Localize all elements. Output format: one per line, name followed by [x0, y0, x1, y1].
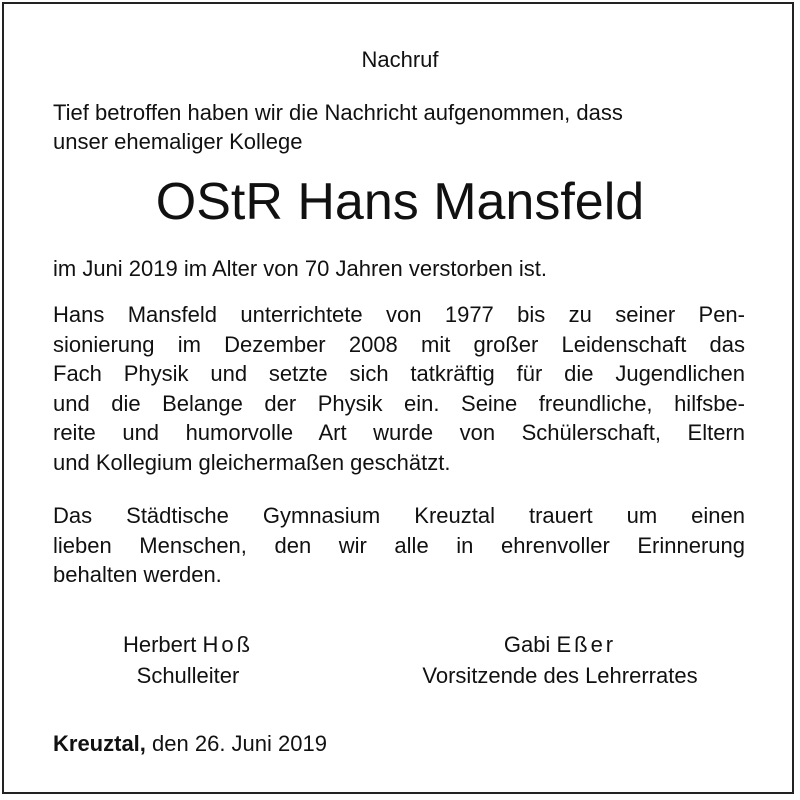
biography-paragraph — [53, 300, 745, 477]
intro-line: unser ehemaliger Kollege — [53, 129, 303, 154]
place-name: Kreuztal, — [53, 731, 146, 756]
place-date-line — [53, 729, 327, 758]
paragraph-line: reite und humorvolle Art wurde von Schülerschaft, Eltern — [53, 420, 745, 445]
paragraph-line: Fach Physik und setzte sich tatkräftig für die Jugendlichen — [53, 361, 745, 386]
mourning-paragraph — [53, 501, 745, 590]
death-announcement: im Juni 2019 im Alter von 70 Jahren verstorben ist. — [53, 256, 548, 281]
intro-text — [53, 98, 753, 156]
intro-line: Tief betroffen haben wir die Nachricht aufgenommen, dass — [53, 100, 623, 125]
paragraph-line: sionierung im Dezember 2008 mit großer Leidenschaft das — [53, 331, 745, 357]
signatory-role: Schulleiter — [136, 663, 240, 688]
paragraph-line: Das Städtische Gymnasium Kreuztal trauert um einen — [53, 503, 745, 528]
paragraph-line: Hans Mansfeld unterrichtete von 1977 bis zu seiner Pen- — [53, 302, 745, 327]
deceased-name: OStR Hans Mansfeld — [155, 173, 645, 231]
signatory-first-name: Gabi — [503, 632, 551, 657]
paragraph-line: lieben Menschen, den wir alle in ehrenvoller Erinnerung — [53, 532, 745, 558]
signatory-last-name: Hoß — [202, 632, 254, 657]
paragraph-line: und die Belange der Physik ein. Seine freundliche, hilfsbe- — [53, 390, 745, 416]
signatory-name — [370, 629, 750, 660]
signatory-role: Vorsitzende des Lehrerrates — [422, 663, 698, 688]
signatory-name — [88, 629, 288, 660]
signature-principal — [88, 629, 288, 691]
signature-council-chair — [370, 629, 750, 691]
signatory-last-name: Eßer — [556, 632, 617, 657]
notice-heading: Nachruf — [361, 47, 439, 72]
notice-date: den 26. Juni 2019 — [152, 731, 327, 756]
paragraph-line: behalten werden. — [53, 562, 222, 587]
signatory-first-name: Herbert — [122, 632, 197, 657]
paragraph-line: und Kollegium gleichermaßen geschätzt. — [53, 449, 451, 475]
